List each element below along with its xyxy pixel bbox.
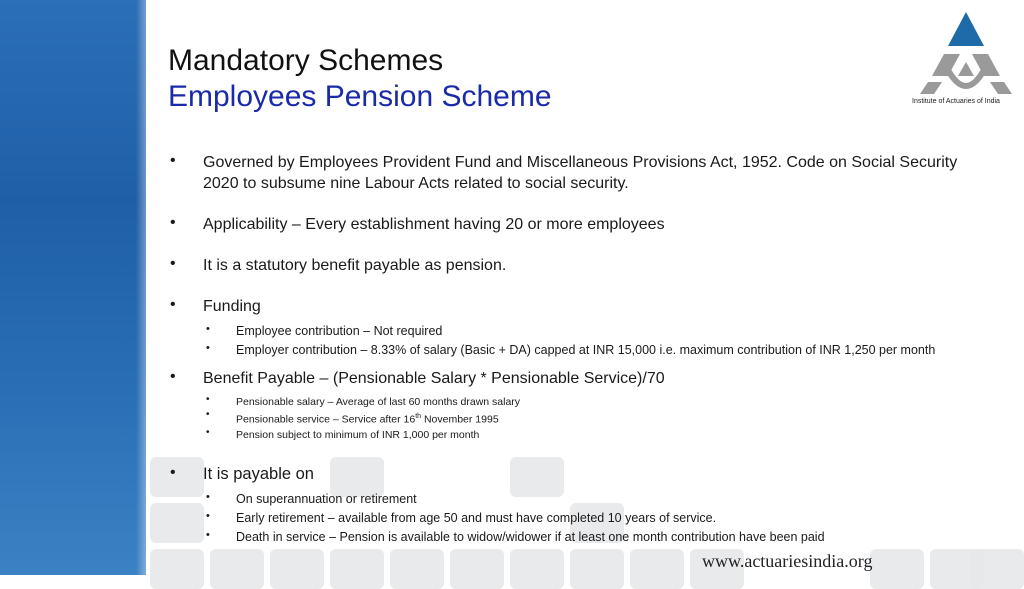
- benefit-item-service: [170, 410, 970, 427]
- bullet-funding: • Funding: [170, 296, 970, 317]
- bullet-benefit: • Benefit Payable – (Pensionable Salary * Pensionable Service)/70: [170, 368, 970, 389]
- benefit-item-salary: • Pensionable salary – Average of last 60 months drawn salary: [170, 395, 970, 409]
- benefit-item-minimum: • Pension subject to minimum of INR 1,000 per month: [170, 428, 970, 442]
- payable-item: • Early retirement – available from age 50 and must have completed 10 years of service.: [170, 510, 970, 526]
- bullet-applicability: • Applicability – Every establishment having 20 or more employees: [170, 214, 970, 235]
- bullet-statutory: • It is a statutory benefit payable as pension.: [170, 255, 970, 276]
- bullet-governed: • Governed by Employees Provident Fund and Miscellaneous Provisions Act, 1952. Code on Social Security 2020 to subsume nine Labour Acts related to social security.: [170, 152, 970, 194]
- service-superscript: th: [415, 413, 422, 420]
- slide-title: Mandatory Schemes: [168, 44, 444, 77]
- bullet-payable: • It is payable on: [170, 464, 970, 485]
- service-prefix: Pensionable service – Service after 16: [236, 413, 416, 426]
- service-suffix: November 1995: [421, 413, 499, 426]
- institute-logo-icon: [918, 10, 1014, 110]
- bullet-content: [170, 152, 970, 548]
- sidebar-decoration: [0, 0, 146, 575]
- funding-item: • Employer contribution – 8.33% of salary (Basic + DA) capped at INR 15,000 i.e. maximum contribution of INR 1,250 per month: [170, 342, 970, 358]
- payable-item: • Death in service – Pension is available to widow/widower if at least one month contribution have been paid: [170, 529, 970, 545]
- payable-item: • On superannuation or retirement: [170, 491, 970, 507]
- logo-caption: Institute of Actuaries of India: [912, 98, 1000, 105]
- funding-item: • Employee contribution – Not required: [170, 323, 970, 339]
- slide-subtitle: Employees Pension Scheme: [168, 80, 552, 113]
- footer-url: www.actuariesindia.org: [702, 551, 873, 571]
